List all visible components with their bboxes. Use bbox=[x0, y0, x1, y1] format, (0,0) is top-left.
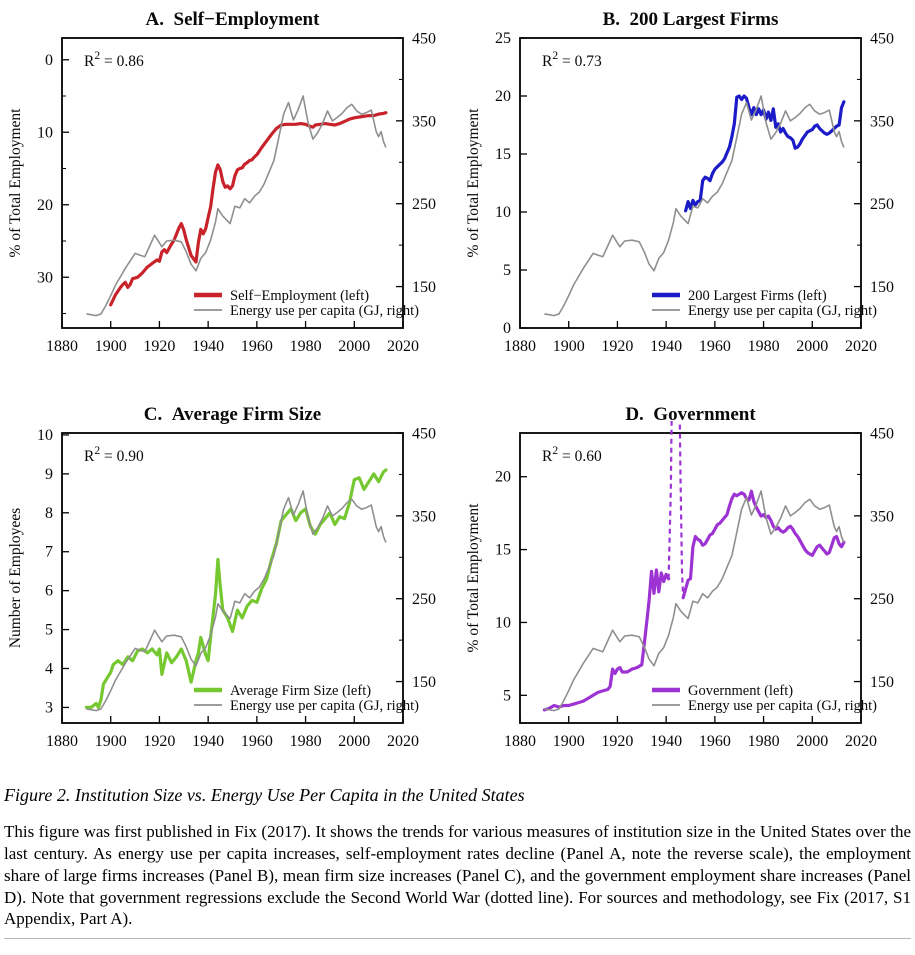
r-squared-label: $R^2 = 0.60$ bbox=[542, 445, 602, 465]
x-tick-label: 1980 bbox=[289, 338, 322, 355]
x-tick-label: 2000 bbox=[338, 733, 371, 750]
y-tick-label: 10 bbox=[37, 426, 53, 444]
x-tick-label: 1960 bbox=[240, 338, 273, 355]
series-line-a bbox=[111, 113, 386, 305]
y-tick-label: 8 bbox=[45, 504, 53, 522]
x-tick-label: 1900 bbox=[552, 338, 585, 355]
y-tick-label: 4 bbox=[45, 660, 53, 678]
x-tick-label: 1880 bbox=[46, 338, 78, 355]
panel-a bbox=[0, 0, 457, 380]
x-tick-label: 1920 bbox=[601, 733, 634, 750]
x-tick-label: 1920 bbox=[601, 338, 634, 355]
series-line-c bbox=[86, 470, 386, 707]
right-tick-label: 150 bbox=[412, 279, 436, 297]
x-tick-label: 1900 bbox=[94, 338, 127, 355]
x-tick-label: 1940 bbox=[650, 338, 683, 355]
x-tick-label: 1980 bbox=[747, 733, 780, 750]
right-tick-label: 450 bbox=[870, 30, 894, 48]
x-tick-label: 2020 bbox=[387, 733, 419, 750]
panel-title: C. Average Firm Size bbox=[143, 404, 322, 425]
x-tick-label: 1880 bbox=[504, 338, 536, 355]
legend-series-label: 200 Largest Firms (left) bbox=[688, 288, 827, 304]
x-tick-label: 1880 bbox=[504, 733, 536, 750]
y-tick-label: 0 bbox=[45, 51, 53, 69]
y-tick-label: 10 bbox=[495, 204, 511, 221]
r-squared-label: $R^2 = 0.86$ bbox=[84, 50, 144, 70]
panel-b-chart bbox=[458, 0, 915, 380]
right-tick-label: 450 bbox=[412, 425, 436, 443]
right-tick-label: 150 bbox=[412, 674, 436, 692]
panel-title: A. Self−Employment bbox=[145, 9, 320, 30]
r-squared-label: $R^2 = 0.90$ bbox=[84, 445, 144, 465]
x-tick-label: 2000 bbox=[796, 338, 829, 355]
y-axis-title: % of Total Employment bbox=[7, 108, 24, 258]
panel-title: B. 200 Largest Firms bbox=[602, 9, 779, 30]
x-tick-label: 1980 bbox=[289, 733, 322, 750]
x-tick-label: 1940 bbox=[650, 733, 683, 750]
energy-line bbox=[544, 96, 844, 316]
x-tick-label: 1900 bbox=[552, 733, 585, 750]
legend-energy-label: Energy use per capita (GJ, right) bbox=[688, 303, 877, 319]
y-axis-title: Number of Employees bbox=[7, 507, 24, 649]
legend-energy-label: Energy use per capita (GJ, right) bbox=[230, 698, 419, 714]
y-tick-label: 5 bbox=[503, 687, 511, 705]
y-tick-label: 5 bbox=[45, 621, 53, 639]
right-tick-label: 350 bbox=[870, 508, 894, 526]
y-tick-label: 15 bbox=[495, 541, 511, 559]
legend-energy-label: Energy use per capita (GJ, right) bbox=[230, 303, 419, 319]
y-tick-label: 10 bbox=[495, 614, 511, 632]
plot-frame bbox=[520, 38, 861, 328]
x-tick-label: 1980 bbox=[747, 338, 780, 355]
x-tick-label: 1880 bbox=[46, 733, 78, 750]
panel-d bbox=[458, 395, 915, 775]
x-tick-label: 2020 bbox=[387, 338, 419, 355]
panel-title: D. Government bbox=[625, 404, 756, 425]
y-tick-label: 5 bbox=[503, 262, 511, 279]
series-line-d bbox=[544, 570, 668, 710]
y-tick-label: 20 bbox=[495, 88, 511, 105]
x-tick-label: 1940 bbox=[192, 338, 225, 355]
right-tick-label: 150 bbox=[870, 674, 894, 692]
right-tick-label: 250 bbox=[412, 591, 436, 609]
y-axis-title: % of Total Employment bbox=[465, 503, 482, 653]
y-tick-label: 3 bbox=[45, 699, 53, 717]
panel-d-chart bbox=[458, 395, 915, 775]
x-tick-label: 1900 bbox=[94, 733, 127, 750]
x-tick-label: 1960 bbox=[698, 733, 731, 750]
x-tick-label: 1940 bbox=[192, 733, 225, 750]
right-tick-label: 450 bbox=[870, 425, 894, 443]
y-tick-label: 9 bbox=[45, 465, 53, 483]
energy-line bbox=[86, 491, 386, 711]
figure-caption bbox=[4, 784, 911, 939]
panel-c-chart bbox=[0, 395, 457, 775]
x-tick-label: 1920 bbox=[143, 338, 176, 355]
panel-b bbox=[458, 0, 915, 380]
right-tick-label: 350 bbox=[412, 508, 436, 526]
legend-series-label: Average Firm Size (left) bbox=[230, 683, 372, 699]
right-tick-label: 250 bbox=[870, 591, 894, 609]
legend-series-label: Government (left) bbox=[688, 683, 794, 699]
legend-energy-label: Energy use per capita (GJ, right) bbox=[688, 698, 877, 714]
y-tick-label: 20 bbox=[495, 468, 511, 486]
war-dashed-line bbox=[669, 395, 684, 598]
panel-a-chart bbox=[0, 0, 457, 380]
x-tick-label: 1960 bbox=[698, 338, 731, 355]
y-axis-title: % of Total Employment bbox=[465, 108, 482, 258]
panel-c bbox=[0, 395, 457, 775]
y-tick-label: 30 bbox=[37, 269, 53, 287]
right-tick-label: 450 bbox=[412, 30, 436, 48]
right-tick-label: 150 bbox=[870, 279, 894, 297]
x-tick-label: 2000 bbox=[338, 338, 371, 355]
r-squared-label: $R^2 = 0.73$ bbox=[542, 50, 602, 70]
x-tick-label: 2000 bbox=[796, 733, 829, 750]
y-tick-label: 25 bbox=[495, 30, 511, 47]
y-tick-label: 6 bbox=[45, 582, 53, 600]
right-tick-label: 350 bbox=[870, 113, 894, 131]
figure-caption-body: This figure was first published in Fix (2017). It shows the trends for various measures of institution size in the United States over the last century. As energy use per capita increases, self-employment rates decline (Panel A, note the reverse scale), the employment share of large firms increases (Panel B), mean firm size increases (Panel C), and the government employment share increases (Panel D). Note that government regressions exclude the Second World War (dotted line). For sources and methodology, see Fix (2017, S1 Appendix, Part A). bbox=[4, 822, 911, 929]
plot-frame bbox=[62, 433, 403, 723]
y-tick-label: 7 bbox=[45, 543, 53, 561]
x-tick-label: 1960 bbox=[240, 733, 273, 750]
x-tick-label: 2020 bbox=[845, 338, 877, 355]
figure-caption-title: Figure 2. Institution Size vs. Energy Use Per Capita in the United States bbox=[4, 785, 525, 805]
x-tick-label: 1920 bbox=[143, 733, 176, 750]
x-tick-label: 2020 bbox=[845, 733, 877, 750]
y-tick-label: 0 bbox=[503, 320, 511, 337]
right-tick-label: 350 bbox=[412, 113, 436, 131]
y-tick-label: 10 bbox=[37, 124, 53, 142]
right-tick-label: 250 bbox=[412, 196, 436, 214]
legend-series-label: Self−Employment (left) bbox=[230, 288, 370, 304]
energy-line bbox=[544, 491, 844, 711]
right-tick-label: 250 bbox=[870, 196, 894, 214]
y-tick-label: 15 bbox=[495, 146, 511, 163]
bottom-rule bbox=[4, 938, 911, 939]
y-tick-label: 20 bbox=[37, 196, 53, 214]
